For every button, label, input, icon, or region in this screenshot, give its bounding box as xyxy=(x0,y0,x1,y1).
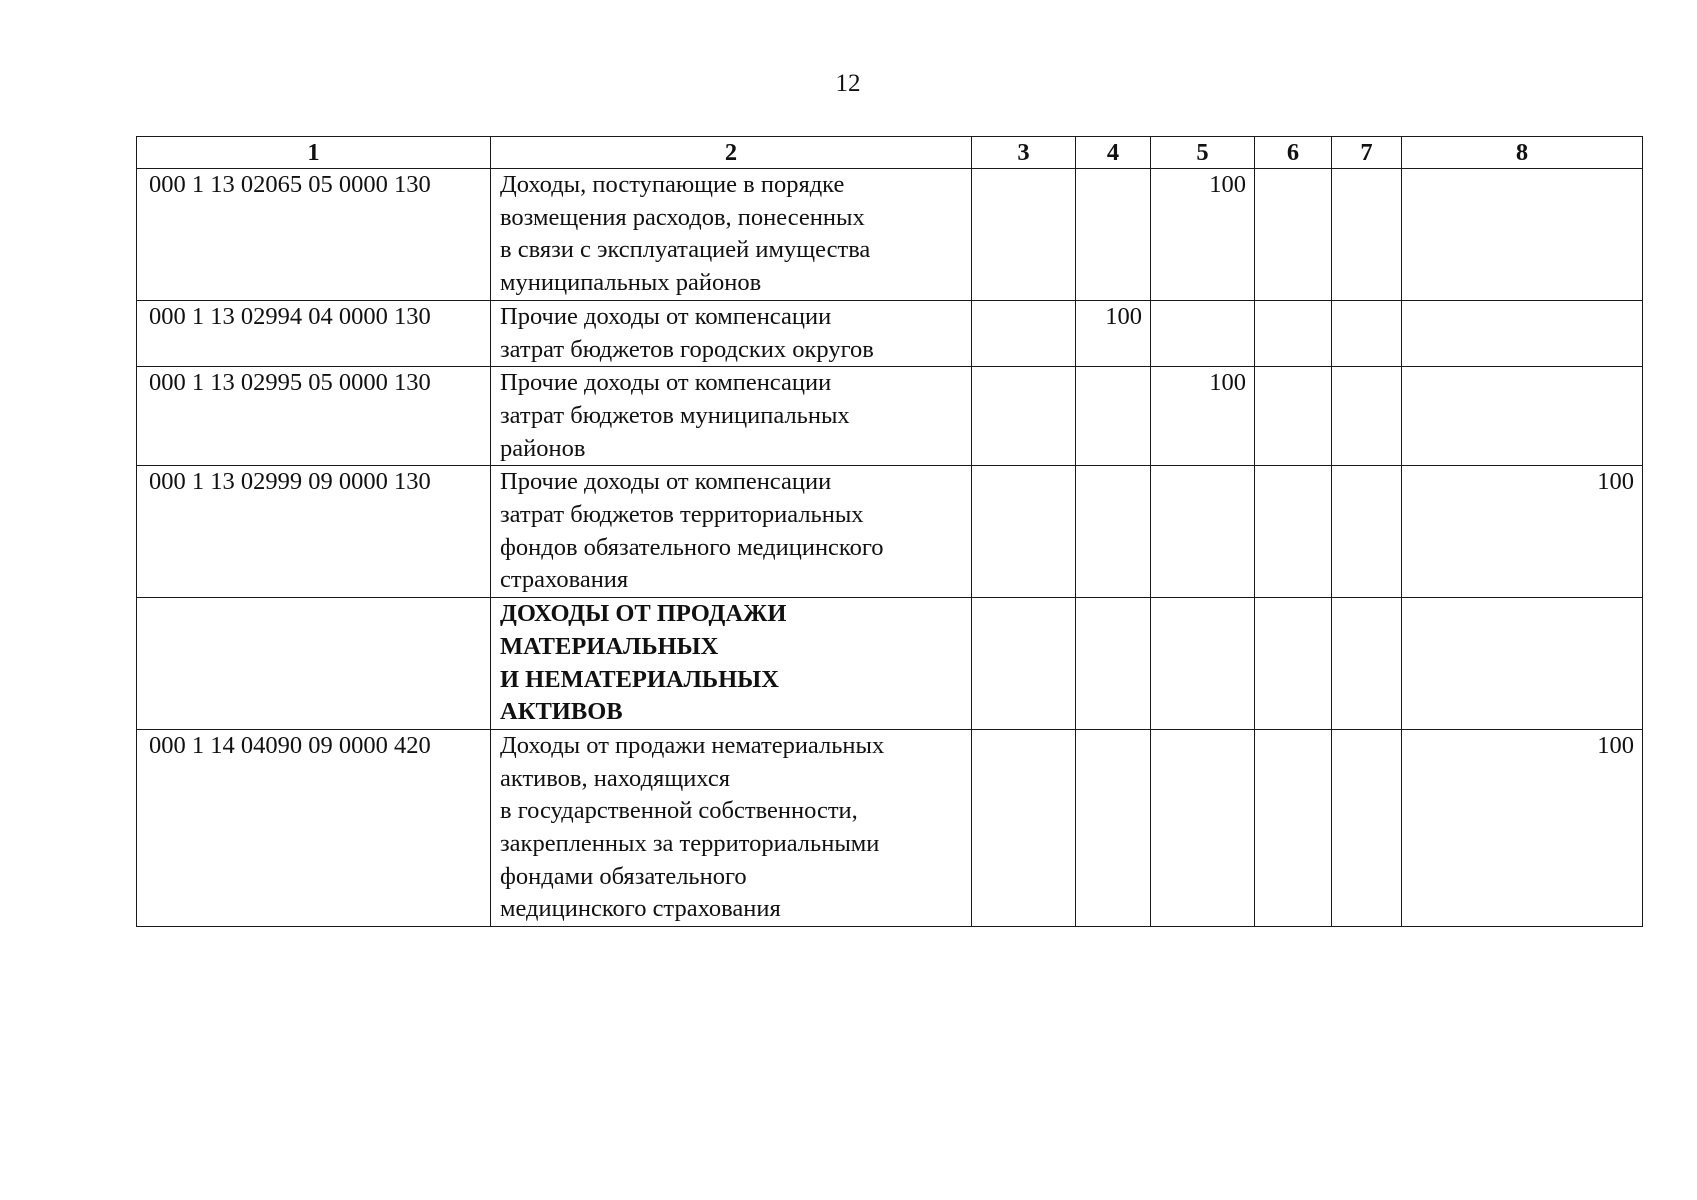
value-cell-col-4 xyxy=(1076,729,1151,926)
header-col-7: 7 xyxy=(1332,137,1402,169)
value-cell-col-8 xyxy=(1402,300,1643,366)
header-col-5: 5 xyxy=(1151,137,1255,169)
value-cell-col-6 xyxy=(1255,729,1332,926)
value-cell-col-3 xyxy=(972,300,1076,366)
value-cell-col-3 xyxy=(972,169,1076,301)
value-cell-col-8 xyxy=(1402,598,1643,730)
value-cell-col-7 xyxy=(1332,169,1402,301)
value-cell-col-4 xyxy=(1076,169,1151,301)
income-name-cell xyxy=(491,300,972,366)
budget-code-cell: 000 1 13 02999 09 0000 130 xyxy=(137,466,491,598)
income-name-cell xyxy=(491,466,972,598)
income-name-line: Доходы, поступающие в порядке xyxy=(500,171,845,198)
value-cell-col-6 xyxy=(1255,466,1332,598)
income-name-line: затрат бюджетов территориальных xyxy=(500,501,864,529)
value-cell-col-5 xyxy=(1151,466,1255,598)
value-cell-col-4 xyxy=(1076,367,1151,466)
income-name-line: в государственной собственности, xyxy=(500,797,858,825)
value-cell-col-7 xyxy=(1332,367,1402,466)
budget-classification-table xyxy=(136,136,1643,927)
value-cell-col-3 xyxy=(972,367,1076,466)
header-row xyxy=(137,137,1643,169)
table-header xyxy=(137,137,1643,169)
value-cell-col-3 xyxy=(972,598,1076,730)
table-row xyxy=(137,598,1643,730)
budget-code-cell xyxy=(137,598,491,730)
table-row xyxy=(137,169,1643,301)
income-name-line: И НЕМАТЕРИАЛЬНЫХ xyxy=(500,665,779,693)
income-name-cell xyxy=(491,169,972,301)
value-cell-col-3 xyxy=(972,729,1076,926)
income-name-line: АКТИВОВ xyxy=(500,698,623,726)
budget-code-cell: 000 1 13 02994 04 0000 130 xyxy=(137,300,491,366)
income-name-cell xyxy=(491,367,972,466)
value-cell-col-8 xyxy=(1402,169,1643,301)
value-cell-col-4 xyxy=(1076,598,1151,730)
value-cell-col-6 xyxy=(1255,169,1332,301)
header-col-8: 8 xyxy=(1402,137,1643,169)
value-cell-col-6 xyxy=(1255,367,1332,466)
value-cell-col-5: 100 xyxy=(1151,169,1255,301)
value-cell-col-8 xyxy=(1402,367,1643,466)
income-name-line: в связи с эксплуатацией имущества xyxy=(500,236,871,264)
income-name-line: закрепленных за территориальными xyxy=(500,830,880,858)
budget-code-cell: 000 1 13 02065 05 0000 130 xyxy=(137,169,491,301)
table-row xyxy=(137,466,1643,598)
income-name-line: районов xyxy=(500,434,586,462)
value-cell-col-5 xyxy=(1151,598,1255,730)
table-body xyxy=(137,169,1643,927)
value-cell-col-6 xyxy=(1255,598,1332,730)
budget-code-cell: 000 1 13 02995 05 0000 130 xyxy=(137,367,491,466)
section-heading-cell xyxy=(491,598,972,730)
income-name-cell xyxy=(491,729,972,926)
value-cell-col-4: 100 xyxy=(1076,300,1151,366)
table-row xyxy=(137,367,1643,466)
header-col-1: 1 xyxy=(137,137,491,169)
header-col-3: 3 xyxy=(972,137,1076,169)
value-cell-col-5 xyxy=(1151,300,1255,366)
value-cell-col-7 xyxy=(1332,466,1402,598)
income-name-line: затрат бюджетов муниципальных xyxy=(500,401,850,429)
income-name-line: Прочие доходы от компенсации xyxy=(500,302,832,330)
table-row xyxy=(137,300,1643,366)
income-name-line: Прочие доходы от компенсации xyxy=(500,468,832,496)
header-col-6: 6 xyxy=(1255,137,1332,169)
income-name-line: Доходы от продажи нематериальных xyxy=(500,731,885,759)
income-name-line: фондов обязательного медицинского xyxy=(500,533,884,561)
income-name-line: страхования xyxy=(500,566,629,594)
income-name-line: возмещения расходов, понесенных xyxy=(500,203,865,231)
table-row xyxy=(137,729,1643,926)
value-cell-col-7 xyxy=(1332,598,1402,730)
income-name-line: затрат бюджетов городских округов xyxy=(500,335,874,363)
value-cell-col-4 xyxy=(1076,466,1151,598)
value-cell-col-7 xyxy=(1332,729,1402,926)
income-name-line: Прочие доходы от компенсации xyxy=(500,369,832,397)
value-cell-col-8: 100 xyxy=(1402,729,1643,926)
income-name-line: активов, находящихся xyxy=(500,764,730,792)
header-col-4: 4 xyxy=(1076,137,1151,169)
header-col-2: 2 xyxy=(491,137,972,169)
budget-code-cell: 000 1 14 04090 09 0000 420 xyxy=(137,729,491,926)
value-cell-col-7 xyxy=(1332,300,1402,366)
page-number: 12 xyxy=(835,70,861,97)
income-name-line: ДОХОДЫ ОТ ПРОДАЖИ xyxy=(500,600,787,628)
value-cell-col-8: 100 xyxy=(1402,466,1643,598)
value-cell-col-6 xyxy=(1255,300,1332,366)
income-name-line: МАТЕРИАЛЬНЫХ xyxy=(500,632,719,660)
income-name-line: муниципальных районов xyxy=(500,269,762,297)
income-name-line: медицинского страхования xyxy=(500,895,781,923)
value-cell-col-3 xyxy=(972,466,1076,598)
income-name-line: фондами обязательного xyxy=(500,862,747,890)
value-cell-col-5: 100 xyxy=(1151,367,1255,466)
value-cell-col-5 xyxy=(1151,729,1255,926)
